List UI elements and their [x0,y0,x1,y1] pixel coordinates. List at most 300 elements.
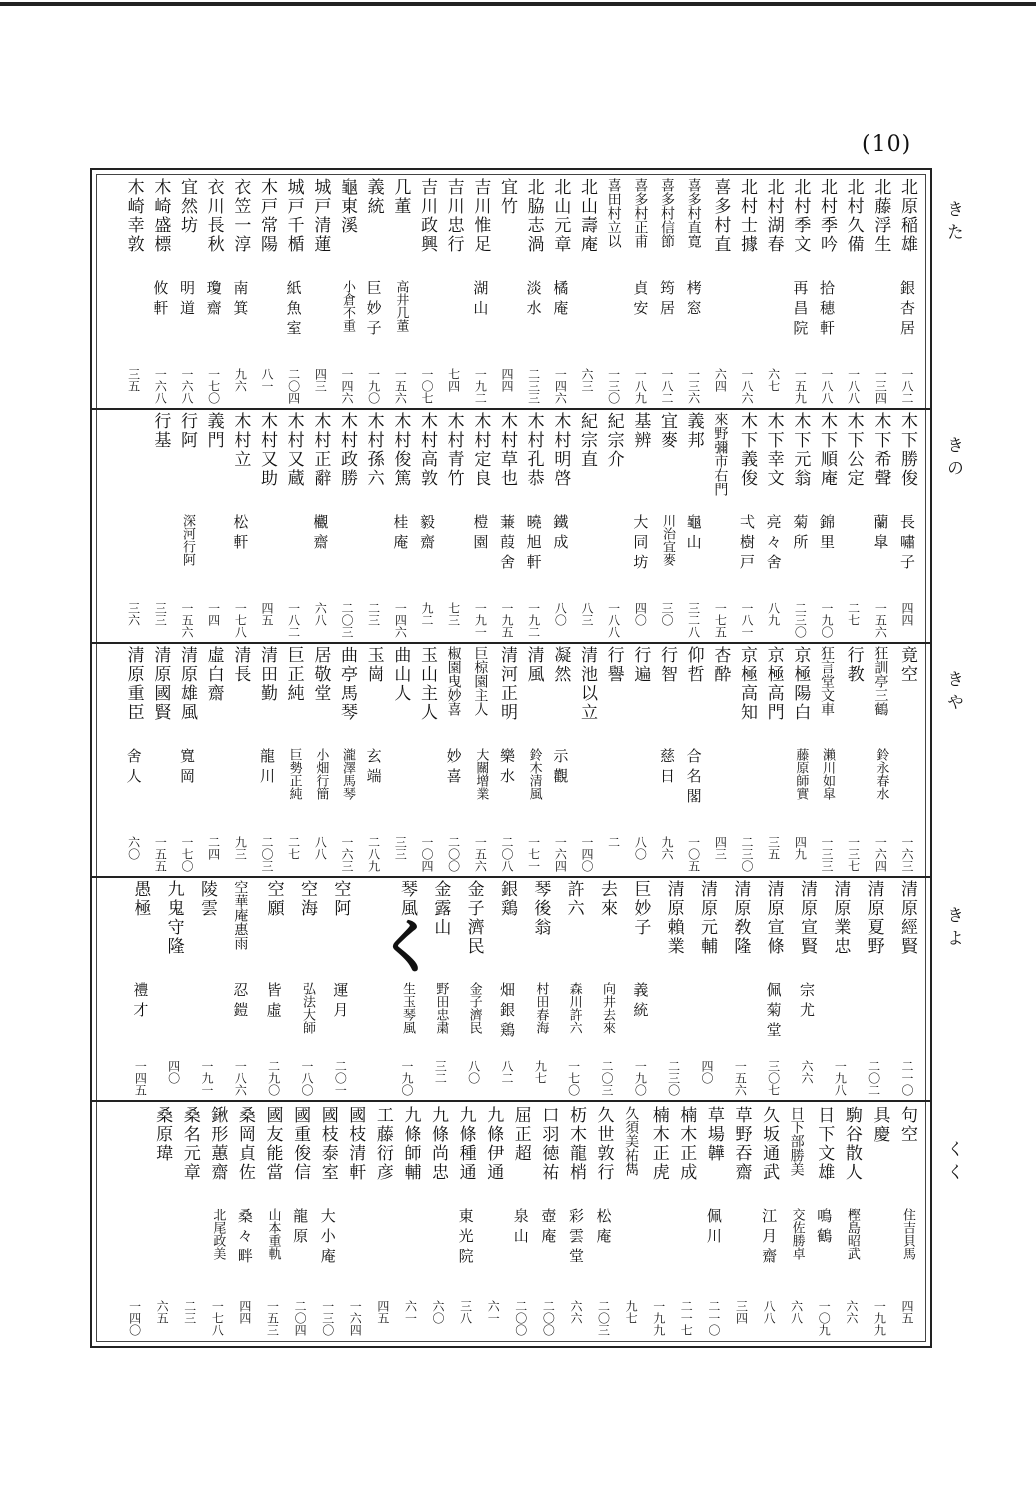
entry-page-number: 二〇〇 [513,1300,528,1336]
index-entry [618,1104,644,1340]
index-entry [601,644,627,876]
entry-page-number: 一四五 [133,1060,148,1096]
section-kana-label: きの [943,436,963,482]
entry-alias: 妙喜 [444,748,463,788]
index-entry [861,878,887,1100]
entry-name: 木崎幸敦 [123,178,144,254]
entry-page-number: 一八二 [660,368,674,404]
entry-page-number: 二八九 [366,836,381,872]
entry-name: 北村士據 [737,178,757,254]
index-entry [646,1104,672,1340]
section-divider [90,1100,932,1102]
index-entry [527,878,553,1100]
entry-name: 喜多村直 [710,178,731,254]
index-entry [694,878,720,1100]
index-entry [204,1104,230,1340]
entry-name: 九鬼守隆 [163,880,184,956]
entry-name: 清原夏野 [863,880,884,956]
entry-page-number: 四三 [713,836,728,860]
entry-name: 椒園曳妙喜 [445,646,462,716]
index-entry [494,410,520,642]
index-entry [814,410,840,642]
entry-page-number: 二〇二 [866,1060,881,1096]
entry-name: 行阿 [177,412,197,450]
index-entry [521,644,547,876]
entry-page-number: 一三〇 [320,1300,335,1336]
entry-page-number: 二三〇 [793,602,808,638]
entry-name: 巨正純 [283,646,304,703]
index-section [98,1104,920,1340]
entry-alias: 樫島昭武 [844,1208,860,1260]
entry-alias: 川治宜麥 [660,514,675,566]
index-entry [494,176,520,408]
entry-alias: 桂庵 [391,514,410,554]
index-entry [681,176,707,408]
entry-page-number: 一八二 [286,602,301,638]
entry-alias: 忍鎧 [231,982,250,1022]
entry-page-number: 一八八 [820,368,834,404]
entry-name: 清原賴業 [663,880,684,956]
entry-alias: 大同坊 [631,514,650,574]
entry-name: 吉川政興 [417,178,437,254]
entry-page-number: 六四 [713,368,728,392]
index-entry [334,410,360,642]
entry-page-number: 八〇 [466,1060,481,1084]
entry-name: 琴風 [397,880,417,918]
entry-page-number: 二〇〇 [446,836,461,872]
entry-name: 北藤浮生 [870,178,891,254]
entry-alias: 弘法大師 [300,982,315,1034]
entry-page-number: 六三 [580,368,594,392]
index-entry [441,644,467,876]
entry-name: 久坂通武 [759,1106,780,1182]
index-section [98,176,920,408]
entry-alias: 貞安 [631,280,650,320]
entry-name: 琴後翁 [530,880,551,937]
index-entry [756,1104,782,1340]
entry-page-number: 三〇 [660,602,674,626]
index-section [98,644,920,876]
entry-page-number: 一九〇 [400,1060,414,1096]
entry-name: 陵雲 [197,880,217,918]
index-entry [387,410,413,642]
index-entry [654,176,680,408]
entry-alias: 樂水 [498,748,516,788]
entry-name: 虛白齋 [203,646,224,703]
entry-alias: 曉旭軒 [524,514,543,574]
entry-page-number: 一四〇 [127,1300,142,1336]
index-entry [894,1104,920,1340]
entry-name: 北原稲雄 [897,178,917,254]
index-entry [480,1104,506,1340]
index-entry [574,176,600,408]
entry-alias: 松軒 [231,514,250,554]
index-entry [467,176,493,408]
entry-name: 國重俊信 [290,1106,311,1182]
entry-name: 九條尚忠 [428,1106,449,1182]
entry-name: 宜然坊 [177,178,197,235]
entry-page-number: 二一七 [679,1300,694,1336]
index-entry [784,1104,810,1340]
entry-page-number: 四九 [793,836,808,860]
entry-page-number: 七三 [446,602,461,626]
entry-page-number: 一三七 [846,836,861,872]
entry-name: 宜麥 [657,412,677,450]
index-entry [147,176,173,408]
entry-alias: 蘭皐 [871,514,890,554]
entry-name: 草野吞齋 [731,1106,752,1182]
index-entry [734,644,760,876]
entry-page-number: 三五 [766,836,781,860]
entry-alias: 欟齋 [311,514,330,554]
index-entry [894,878,920,1100]
entry-alias: 生玉琴風 [400,982,415,1034]
entry-alias: 示觀 [551,748,570,788]
entry-page-number: 九六 [660,836,674,860]
entry-alias: 森川許六 [566,982,582,1034]
index-entry [370,1104,396,1340]
index-entry [727,878,753,1100]
entry-name: 清原重臣 [123,646,144,722]
index-entry [761,878,787,1100]
entry-page-number: 二 [606,836,621,848]
entry-page-number: 一九〇 [820,602,834,638]
entry-page-number: 三五 [126,368,141,392]
entry-name: 杏酔 [710,646,731,684]
entry-page-number: 九六 [233,368,248,392]
index-entry [307,644,333,876]
index-entry [147,410,173,642]
entry-page-number: 一九二 [473,368,488,404]
entry-page-number: 四四 [500,368,514,392]
index-entry [453,1104,479,1340]
index-entry [254,176,280,408]
entry-page-number: 九二 [420,602,434,626]
entry-name: 喜田村立以 [605,178,622,248]
entry-name: 義邦 [683,412,704,450]
index-entry [254,410,280,642]
entry-page-number: 七四 [446,368,461,392]
entry-name: 北山壽庵 [577,178,597,254]
entry-page-number: 三二八 [686,602,701,638]
entry-page-number: 一四六 [553,368,568,404]
entry-name: 金露山 [430,880,451,937]
entry-name: 城戸清蓮 [310,178,331,254]
entry-alias: 北尾政美 [210,1208,226,1260]
entry-name: 吉川忠行 [443,178,464,254]
index-entry [467,644,493,876]
entry-alias: 橘庵 [551,280,570,320]
entry-page-number: 一四六 [393,602,408,638]
index-entry [794,878,820,1100]
entry-page-number: 一九一 [200,1060,214,1096]
index-entry [894,176,920,408]
entry-page-number: 一四 [206,602,221,626]
entry-page-number: 一三〇 [606,368,621,404]
entry-name: 曲山人 [390,646,411,703]
entry-name: 口羽徳祐 [538,1106,559,1182]
entry-alias: 錦里 [818,514,836,554]
entry-page-number: 二一〇 [706,1300,721,1336]
entry-alias: 大關增業 [473,748,489,800]
entry-alias: 龍原 [291,1208,310,1248]
entry-name: 九條種通 [455,1106,476,1182]
kana-heading: く [378,913,437,981]
entry-page-number: 三三 [153,602,168,626]
entry-name: 木村青竹 [443,412,464,488]
index-entry [147,644,173,876]
entry-page-number: 二〇三 [596,1300,611,1336]
entry-page-number: 六六 [844,1300,859,1324]
entry-name: 木村又助 [257,412,277,488]
index-entry [627,176,653,408]
index-entry [227,410,253,642]
entry-alias: 拾穂軒 [818,280,836,340]
entry-name: 具慶 [869,1106,890,1144]
entry-page-number: 九三 [233,836,248,860]
entry-alias: 玄端 [364,748,383,788]
entry-name: 木村高敦 [417,412,437,488]
entry-page-number: 一五五 [153,836,168,872]
entry-page-number: 一八六 [740,368,754,404]
entry-alias: 舍人 [124,748,143,788]
entry-page-number: 二〇八 [500,836,514,872]
entry-alias: 瀨川如皐 [820,748,835,800]
index-entry [342,1104,368,1340]
entry-name: 清河正明 [497,646,517,722]
index-entry [494,878,520,1100]
entry-page-number: 一九二 [526,602,541,638]
entry-name: 空願 [263,880,284,918]
index-entry [281,410,307,642]
entry-page-number: 九七 [624,1300,639,1324]
entry-page-number: 一六四 [348,1300,363,1336]
entry-alias: 栲窓 [684,280,703,320]
entry-alias: 交佐勝卓 [789,1208,805,1260]
entry-name: 城戸千楯 [283,178,304,254]
entry-alias: 菊所 [791,514,810,554]
entry-alias: 禮才 [131,982,150,1022]
entry-alias: 蒹葭舍 [498,514,516,574]
entry-page-number: 一五六 [873,602,888,638]
page-number: (10) [862,132,912,157]
entry-name: 北村季文 [790,178,811,254]
entry-alias: 寬岡 [178,748,196,788]
index-entry [161,878,187,1100]
entry-name: 木村正辭 [310,412,331,488]
entry-name: 義門 [203,412,224,450]
entry-name: 狂言堂文車 [819,646,835,716]
entry-page-number: 一六三 [900,836,914,872]
entry-page-number: 二七 [846,602,861,626]
entry-page-number: 四五 [260,602,274,626]
entry-page-number: 四〇 [700,1060,714,1084]
index-entry [563,1104,589,1340]
entry-page-number: 一八八 [846,368,861,404]
index-entry [201,176,227,408]
entry-alias: 東光院 [456,1208,475,1268]
entry-alias: 小畑行簡 [313,748,329,800]
entry-alias: 藤原師實 [793,748,809,800]
entry-alias: 義統 [631,982,650,1022]
entry-alias: 龜山 [684,514,703,554]
entry-name: 巨妙子 [630,880,651,937]
entry-name: 北脇志渦 [523,178,544,254]
entry-name: 喜多村直寛 [685,178,702,248]
entry-name: 衣川長秋 [203,178,224,254]
index-entry [673,1104,699,1340]
entry-name: 宜竹 [497,178,517,216]
entry-name: 吉川惟足 [470,178,491,254]
index-entry [627,878,653,1100]
entry-page-number: 四五 [375,1300,390,1324]
entry-alias: 瓊齋 [204,280,223,320]
entry-page-number: 一四〇 [580,836,594,872]
entry-page-number: 一九〇 [366,368,381,404]
entry-name: 北村久備 [843,178,864,254]
entry-name: 京極陽白 [790,646,811,722]
index-entry [654,644,680,876]
entry-name: 許六 [563,880,584,918]
entry-page-number: 六六 [800,1060,814,1084]
entry-name: 凝然 [550,646,571,684]
entry-page-number: 一七五 [713,602,728,638]
entry-page-number: 六五 [155,1300,170,1324]
entry-page-number: 一七〇 [566,1060,581,1096]
entry-name: 木村政勝 [337,412,357,488]
index-entry [547,644,573,876]
index-entry [227,878,253,1100]
entry-name: 几董 [390,178,411,216]
entry-name: 草場韡 [703,1106,724,1163]
entry-name: 木村定良 [470,412,491,488]
index-entry [177,1104,203,1340]
index-entry [427,878,453,1100]
index-entry [494,644,520,876]
entry-name: 久世敦行 [593,1106,614,1182]
entry-alias: 榿園 [471,514,490,554]
entry-page-number: 二〇三 [600,1060,614,1096]
index-entry [761,410,787,642]
entry-alias: 宗尤 [798,982,816,1022]
entry-page-number: 三〇七 [766,1060,781,1096]
entry-alias: 松庵 [594,1208,613,1248]
index-entry [201,644,227,876]
entry-page-number: 一〇九 [817,1300,832,1336]
entry-alias: 小倉不重 [340,280,355,332]
entry-page-number: 一七一 [526,836,541,872]
entry-alias: 鳴鶴 [815,1208,834,1248]
entry-name: 桑岡貞佐 [234,1106,255,1182]
index-entry [508,1104,534,1340]
index-entry [681,644,707,876]
entry-alias: 弌樹戸 [738,514,756,574]
entry-page-number: 八一 [260,368,274,392]
index-entry [334,644,360,876]
entry-alias: 金子濟民 [466,982,482,1034]
index-entry [361,410,387,642]
entry-name: 桑名元章 [179,1106,200,1182]
entry-alias: 村田春海 [533,982,549,1034]
index-entry [841,410,867,642]
entry-name: 愚極 [130,880,151,918]
entry-page-number: 八〇 [633,836,648,860]
entry-alias: 大小庵 [318,1208,337,1268]
index-entry [728,1104,754,1340]
entry-page-number: 一八九 [633,368,648,404]
entry-page-number: 八九 [766,602,781,626]
index-entry [441,176,467,408]
entry-page-number: 二〇三 [260,836,274,872]
index-entry [174,644,200,876]
entry-alias: 佩川 [704,1208,723,1248]
entry-name: 空海 [297,880,317,918]
index-entry [827,878,853,1100]
index-entry [535,1104,561,1340]
entry-name: 久須美祐雋 [623,1106,640,1176]
entry-name: 清原雄風 [177,646,197,722]
entry-name: 木下公定 [843,412,864,488]
entry-name: 行智 [657,646,677,684]
entry-page-number: 二一〇 [900,1060,914,1096]
entry-page-number: 八三 [580,602,594,626]
entry-name: 北山元章 [550,178,571,254]
top-rule [0,2,1036,6]
index-section [98,878,920,1100]
entry-alias: 攸軒 [151,280,170,320]
entry-name: 紀宗直 [577,412,597,469]
index-entry [867,644,893,876]
entry-page-number: 六一 [403,1300,418,1324]
entry-name: 木村明啓 [550,412,571,488]
entry-alias: 佩菊堂 [764,982,783,1042]
entry-name: 九條伊通 [483,1106,504,1182]
entry-name: 木村孫六 [363,412,384,488]
entry-page-number: 六〇 [431,1300,446,1324]
entry-page-number: 四〇 [166,1060,181,1084]
entry-alias: 江月齋 [760,1208,779,1268]
index-entry [866,1104,892,1340]
entry-name: 金子濟民 [463,880,484,956]
index-entry [232,1104,258,1340]
index-entry [121,410,147,642]
index-entry [787,176,813,408]
entry-page-number: 一三三 [820,836,834,872]
index-entry [841,644,867,876]
index-entry [414,644,440,876]
entry-page-number: 一八一 [740,602,754,638]
index-entry [361,644,387,876]
entry-page-number: 二九〇 [266,1060,281,1096]
entry-name: 京極高知 [737,646,757,722]
entry-name: 京極高門 [763,646,784,722]
index-entry [601,176,627,408]
entry-page-number: 八〇 [553,602,568,626]
entry-page-number: 一五三 [265,1300,280,1336]
entry-alias: 巨勢正純 [286,748,302,800]
entry-name: 工藤衍彦 [372,1106,393,1182]
index-entry [201,410,227,642]
entry-name: 來野彌市右門 [712,412,729,496]
index-entry [574,644,600,876]
entry-page-number: 一八二 [900,368,914,404]
entry-alias: 運月 [331,982,350,1022]
index-entry [414,410,440,642]
entry-page-number: 二〇一 [333,1060,348,1096]
entry-name: 木下元翁 [790,412,811,488]
section-kana-label: くく [943,1140,963,1186]
entry-page-number: 四四 [237,1300,252,1324]
